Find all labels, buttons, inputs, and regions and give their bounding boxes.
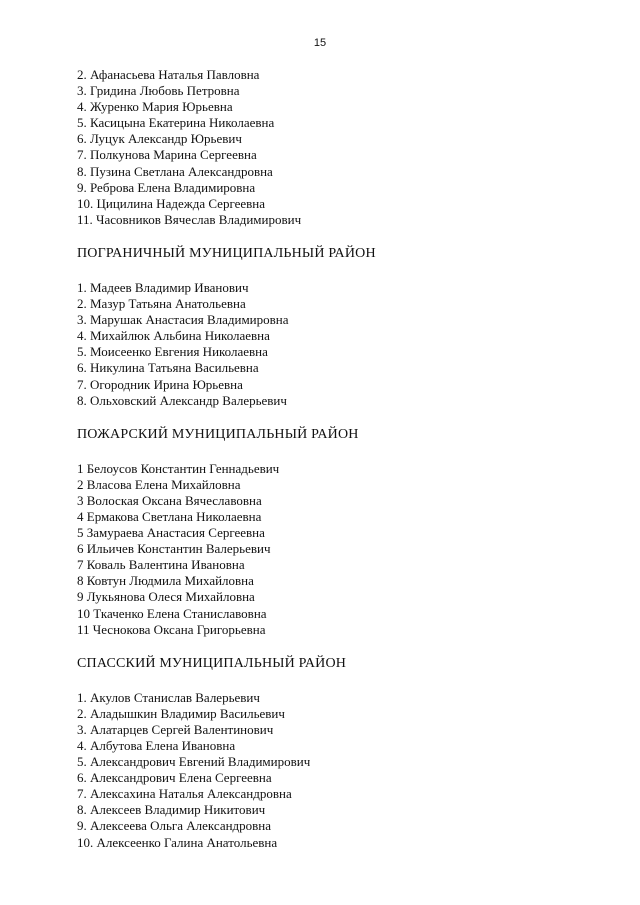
list-item: 2. Мазур Татьяна Анатольевна <box>77 296 246 312</box>
section-pogranichny <box>77 244 597 409</box>
list-item: 10 Ткаченко Елена Станиславовна <box>77 605 267 621</box>
name-list <box>77 280 597 409</box>
list-item: 9 Лукьянова Олеся Михайловна <box>77 589 255 605</box>
section-spassky <box>77 654 597 851</box>
list-item: 3. Алатарцев Сергей Валентинович <box>77 721 274 737</box>
list-item: 11. Часовников Вячеслав Владимирович <box>77 211 302 227</box>
list-item: 6. Никулина Татьяна Васильевна <box>77 360 259 376</box>
list-item: 1. Акулов Станислав Валерьевич <box>77 689 260 705</box>
list-item: 6. Александрович Елена Сергеевна <box>77 770 272 786</box>
list-item: 1 Белоусов Константин Геннадьевич <box>77 460 280 476</box>
list-item: 2. Афанасьева Наталья Павловна <box>77 67 260 82</box>
list-item: 4. Журенко Мария Юрьевна <box>77 99 233 115</box>
list-item: 7 Коваль Валентина Ивановна <box>77 557 245 573</box>
list-item: 5 Замураева Анастасия Сергеевна <box>77 525 265 541</box>
list-item: 3 Волоская Оксана Вячеславовна <box>77 492 262 508</box>
name-list <box>77 67 597 228</box>
list-item: 8 Ковтун Людмила Михайловна <box>77 573 254 589</box>
section-heading: ПОГРАНИЧНЫЙ МУНИЦИПАЛЬНЫЙ РАЙОН <box>77 245 376 261</box>
name-list <box>77 690 597 851</box>
name-list <box>77 461 597 638</box>
section-continued-list <box>77 67 597 228</box>
list-item: 6. Луцук Александр Юрьевич <box>77 131 242 147</box>
list-item: 8. Ольховский Александр Валерьевич <box>77 392 287 408</box>
list-item: 10. Цицилина Надежда Сергеевна <box>77 195 266 211</box>
document-body <box>77 67 597 867</box>
list-item: 8. Пузина Светлана Александровна <box>77 163 273 179</box>
list-item: 2 Власова Елена Михайловна <box>77 476 241 492</box>
list-item: 1. Мадеев Владимир Иванович <box>77 279 249 295</box>
section-heading: ПОЖАРСКИЙ МУНИЦИПАЛЬНЫЙ РАЙОН <box>77 426 359 442</box>
list-item: 7. Полкунова Марина Сергеевна <box>77 147 257 163</box>
list-item: 3. Гридина Любовь Петровна <box>77 83 240 99</box>
list-item: 11 Чеснокова Оксана Григорьевна <box>77 621 266 637</box>
list-item: 3. Марушак Анастасия Владимировна <box>77 312 289 328</box>
list-item: 4 Ермакова Светлана Николаевна <box>77 508 262 524</box>
section-pozharsky <box>77 425 597 638</box>
list-item: 2. Аладышкин Владимир Васильевич <box>77 705 285 721</box>
list-item: 8. Алексеев Владимир Никитович <box>77 802 266 818</box>
list-item: 9. Алексеева Ольга Александровна <box>77 818 272 834</box>
list-item: 5. Александрович Евгений Владимирович <box>77 754 311 770</box>
list-item: 5. Касицына Екатерина Николаевна <box>77 115 275 131</box>
list-item: 7. Огородник Ирина Юрьевна <box>77 376 243 392</box>
page-number: 15 <box>313 37 327 49</box>
list-item: 10. Алексеенко Галина Анатольевна <box>77 834 278 850</box>
list-item: 4. Албутова Елена Ивановна <box>77 738 236 753</box>
section-heading: СПАССКИЙ МУНИЦИПАЛЬНЫЙ РАЙОН <box>77 655 347 671</box>
list-item: 6 Ильичев Константин Валерьевич <box>77 541 271 557</box>
list-item: 4. Михайлюк Альбина Николаевна <box>77 328 270 344</box>
list-item: 9. Реброва Елена Владимировна <box>77 179 256 195</box>
list-item: 5. Моисеенко Евгения Николаевна <box>77 344 268 360</box>
list-item: 7. Алексахина Наталья Александровна <box>77 786 292 802</box>
